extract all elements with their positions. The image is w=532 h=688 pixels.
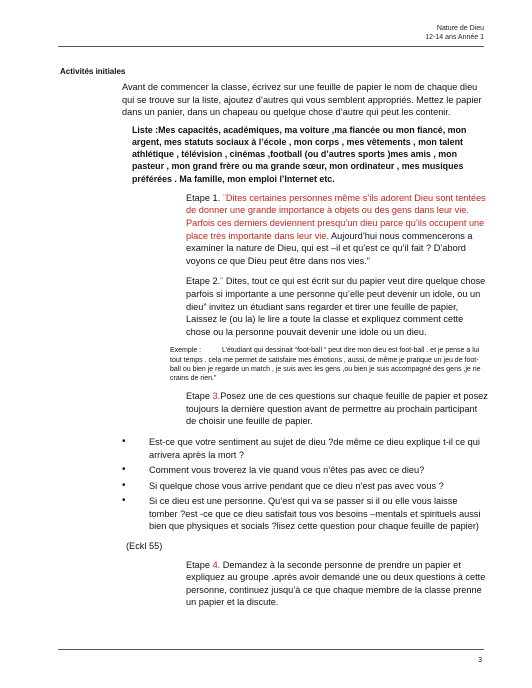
reference-citation: (Eckl 55) [126, 541, 163, 552]
running-header [425, 24, 484, 42]
step-2-text: ¨ Dites, tout ce qui est écrit sur du papier veut dire quelque chose parfois si importante a une personne qu’elle peut devenir un idole, ou un dieu” invitez un étudiant sans regarder et tirer une feuille de papier, Laissez le (ou la) le lire a toute la classe et expliquez comment cette chose ou la personne pouvait devenir une idole ou un dieu. [186, 276, 486, 337]
step-3-label-prefix: Etape [186, 391, 213, 402]
step-1 [186, 192, 488, 268]
step-1-text: . Aujourd’hui nous commencerons a examiner la nature de Dieu, qui est –il et qu’est ce qu’il fait ? D’abord voyons ce que Dieu peut être dans nos vies.” [186, 230, 473, 266]
question-list [122, 436, 488, 533]
example-label: Exemple : [170, 347, 202, 355]
list-item [122, 436, 488, 461]
step-4-number: 4. [212, 559, 221, 570]
list-item [122, 480, 488, 493]
step-1-label: Etape 1. [186, 192, 221, 203]
header-title: Nature de Dieu [436, 25, 484, 32]
header-rule [58, 46, 484, 47]
step-1-red-text: ¨Dites certaines personnes même s’ils adorent Dieu sont tentées de donner une grande importance à objets ou des gens dans leur vie. Parfois ces derniers deviennent presqu’un dieu parce qu’ils occupent une place très importante dans leur vie [186, 192, 486, 241]
step-4-text: Demandez à la seconde personne de prendre un papier et expliquez au groupe .après avoir demandé une ou deux questions à cette personne, continuez jusqu’à ce que chaque membre de la classe prenne un papier et la discute. [186, 559, 486, 608]
list-paragraph: Liste :Mes capacités, académiques, ma voiture ,ma fiancée ou mon fiancé, mon argent, mes statuts sociaux à l’école , mon corps , mes vêtements , mon talent athlétique , télévision , cinémas ,football (ou d’autres sports )mes amis , mon pasteur , mon grand frère ou ma grande sœur, mon ordinateur , mes musiques préférées . Ma famille, mon emploi l’Internet etc. [132, 124, 467, 184]
page-number: 3 [478, 657, 482, 664]
step-4 [186, 559, 488, 609]
section-title: Activités initiales [60, 67, 126, 76]
header-subtitle: 12-14 ans Année 1 [425, 34, 484, 41]
step-2 [186, 275, 488, 338]
step-3 [186, 390, 488, 428]
step-3-text: Posez une de ces questions sur chaque feuille de papier et posez toujours la dernière question avant de permettre au prochain participant de choisir une feuille de papier. [186, 391, 488, 427]
example-paragraph [170, 346, 488, 383]
question-text: Comment vous troverez la vie quand vous n’êtes pas avec ce dieu? [149, 465, 425, 476]
list-item [122, 495, 488, 533]
footer-rule [58, 649, 484, 650]
example-text: L’étudiant qui dessinait “foot-ball “ peut dire mon dieu est foot-ball . et je pense a lui tout temps . cela me permet de satisfaire mes émotions , aussi, de même je pratique un jeu de foot-ball ou bien je regarde un match , je suis avec les gens ,ou bien je suis accompagné des gens ,je ne crains de rien.” [170, 347, 481, 382]
step-2-label: Etape 2. [186, 276, 221, 287]
body-text [122, 81, 488, 617]
bullet-icon: • [122, 435, 126, 447]
intro-paragraph: Avant de commencer la classe, écrivez sur une feuille de papier le nom de chaque dieu qui se trouve sur la liste, ajoutez d’autres qui vous semblent appropriés. Mettez le papier dans un panier, dans un chapeau ou quelque chose d’autre qui peut les contenir. [122, 82, 482, 118]
bullet-icon: • [122, 495, 126, 507]
bullet-icon: • [122, 479, 126, 491]
step-4-label-prefix: Etape [186, 559, 213, 570]
question-text: Si quelque chose vous arrive pendant que ce dieu n’est pas avec vous ? [149, 480, 444, 491]
list-item [122, 464, 488, 477]
question-text: Si ce dieu est une personne. Qu’est qui va se passer si il ou elle vous laisse tomber ?est -ce que ce dieu satisfait tous vos besoins –mentals et spirituels aussi bien que physiques et socials ?lisez cette question pour chaque feuille de papier) [149, 496, 481, 532]
bullet-icon: • [122, 464, 126, 476]
step-3-number: 3. [212, 391, 221, 402]
question-text: Est-ce que votre sentiment au sujet de dieu ?de même ce dieu explique t-il ce qui arrivera après la mort ? [149, 436, 480, 460]
